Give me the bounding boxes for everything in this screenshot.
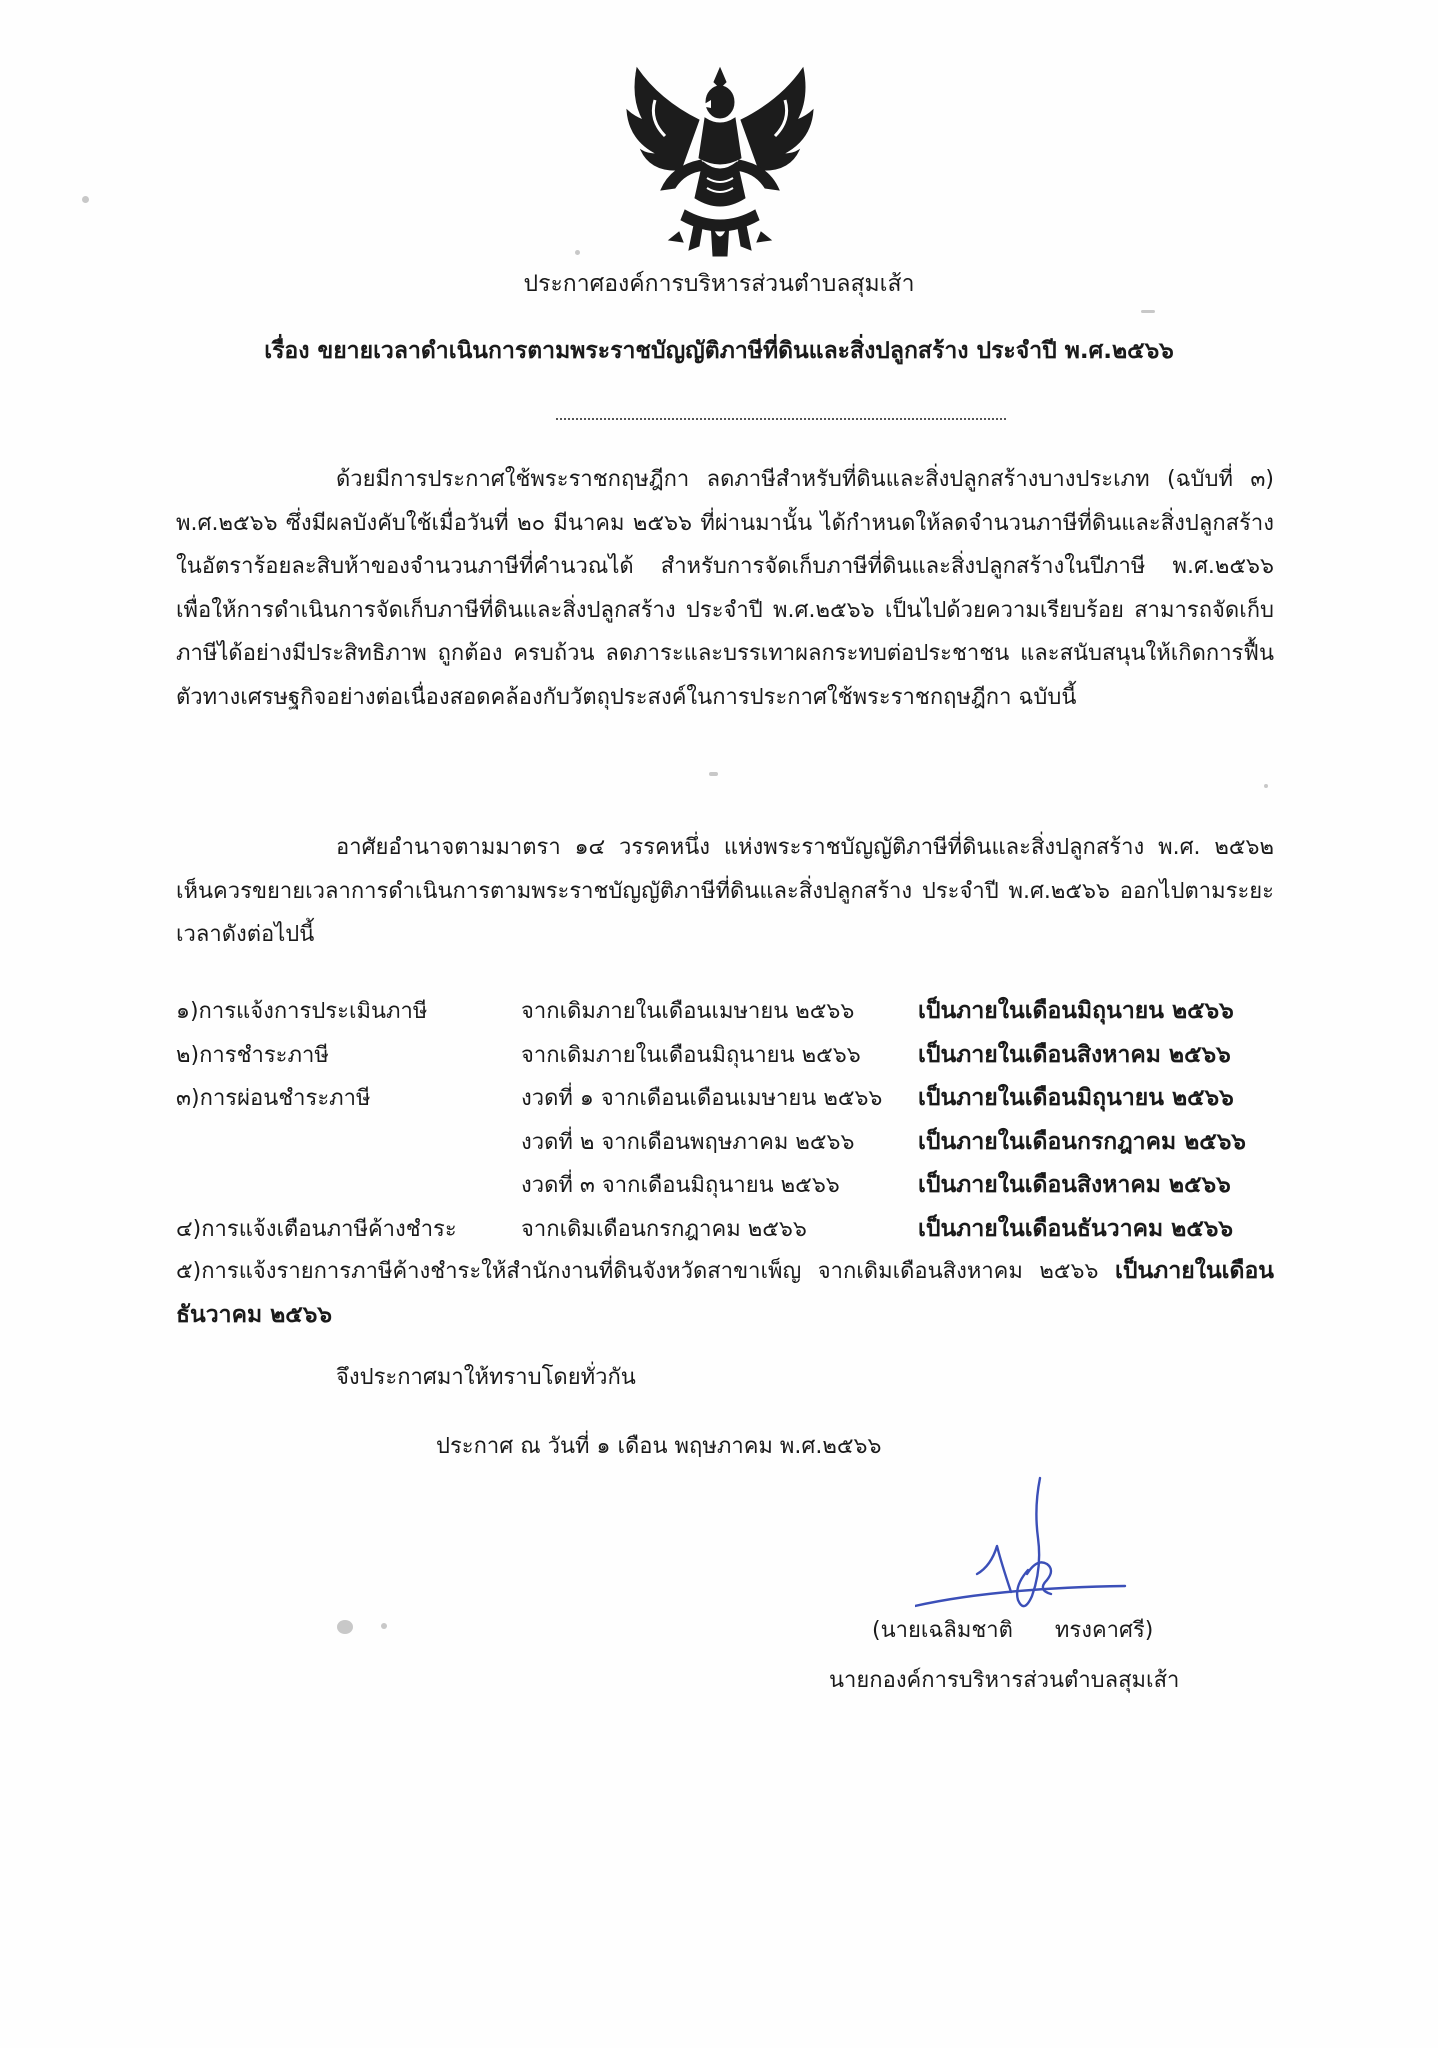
schedule-row: [176, 1034, 1276, 1078]
item-5-new-deadline: เป็นภายในเดือนธันวาคม ๒๕๖๖: [176, 1258, 1275, 1328]
schedule-item: ๑)การแจ้งการประเมินภาษี: [176, 999, 428, 1024]
garuda-emblem-icon: [615, 60, 825, 265]
schedule-item-5: [176, 1250, 1274, 1337]
schedule-row: [176, 1077, 1276, 1121]
scan-speck: [337, 1620, 353, 1634]
schedule-row: [176, 1208, 1276, 1252]
schedule-new-deadline: เป็นภายในเดือนสิงหาคม ๒๕๖๖: [918, 1041, 1231, 1068]
schedule-new-deadline: เป็นภายในเดือนธันวาคม ๒๕๖๖: [918, 1215, 1233, 1242]
announcement-date: ประกาศ ณ วันที่ ๑ เดือน พฤษภาคม พ.ศ.๒๕๖๖: [436, 1434, 882, 1459]
schedule-item: ๔)การแจ้งเตือนภาษีค้างชำระ: [176, 1216, 457, 1242]
body-paragraph-2: อาศัยอำนาจตามมาตรา ๑๔ วรรคหนึ่ง แห่งพระราชบัญญัติภาษีที่ดินและสิ่งปลูกสร้าง พ.ศ. ๒๕๖๒ เห็นควรขยายเวลาการดำเนินการตามพระราชบัญญัติภาษีที่ดินและสิ่งปลูกสร้าง ประจำปี พ.ศ.๒๕๖๖ ออกไปตามระยะเวลาดังต่อไปนี้: [176, 835, 1274, 948]
signatory-name: (นายเฉลิมชาติ ทรงคาศรี): [872, 1618, 1154, 1643]
schedule-original-deadline: งวดที่ ๒ จากเดือนพฤษภาคม ๒๕๖๖: [521, 1129, 855, 1155]
signatory-title: นายกองค์การบริหารส่วนตำบลสุมเส้า: [829, 1668, 1180, 1693]
schedule-row: [176, 1164, 1276, 1208]
schedule-new-deadline: เป็นภายในเดือนมิถุนายน ๒๕๖๖: [918, 998, 1234, 1024]
handwritten-signature: [915, 1470, 1135, 1630]
schedule-original-deadline: งวดที่ ๓ จากเดือนมิถุนายน ๒๕๖๖: [521, 1173, 840, 1198]
dotted-divider: [556, 418, 1006, 420]
scan-speck: [575, 250, 580, 255]
body-paragraph-1: ด้วยมีการประกาศใช้พระราชกฤษฎีกา ลดภาษีสำหรับที่ดินและสิ่งปลูกสร้างบางประเภท (ฉบับที่ ๓) พ.ศ.๒๕๖๖ ซึ่งมีผลบังคับใช้เมื่อวันที่ ๒๐ มีนาคม ๒๕๖๖ ที่ผ่านมานั้น ได้กำหนดให้ลดจำนวนภาษีที่ดินและสิ่งปลูกสร้างในอัตราร้อยละสิบห้าของจำนวนภาษีที่คำนวณได้ สำหรับการจัดเก็บภาษีที่ดินและสิ่งปลูกสร้างในปีภาษี พ.ศ.๒๕๖๖ เพื่อให้การดำเนินการจัดเก็บภาษีที่ดินและสิ่งปลูกสร้าง ประจำปี พ.ศ.๒๕๖๖ เป็นไปด้วยความเรียบร้อย สามารถจัดเก็บภาษีได้อย่างมีประสิทธิภาพ ถูกต้อง ครบถ้วน ลดภาระและบรรเทาผลกระทบต่อประชาชน และสนับสนุนให้เกิดการฟื้นตัวทางเศรษฐกิจอย่างต่อเนื่องสอดคล้องกับวัตถุประสงค์ในการประกาศใช้พระราชกฤษฎีกา ฉบับนี้: [176, 467, 1274, 710]
schedule-row: [176, 990, 1276, 1034]
schedule-original-deadline: จากเดิมภายในเดือนมิถุนายน ๒๕๖๖: [521, 1042, 861, 1068]
scan-speck: [1264, 784, 1268, 788]
closing-statement: จึงประกาศมาให้ทราบโดยทั่วกัน: [336, 1365, 636, 1390]
announcement-title: ประกาศองค์การบริหารส่วนตำบลสุมเส้า: [523, 271, 915, 297]
schedule-new-deadline: เป็นภายในเดือนมิถุนายน ๒๕๖๖: [918, 1085, 1234, 1111]
schedule-item: ๓)การผ่อนชำระภาษี: [176, 1086, 371, 1111]
schedule-original-deadline: จากเดิมเดือนกรกฎาคม ๒๕๖๖: [521, 1216, 807, 1242]
schedule-original-deadline: งวดที่ ๑ จากเดือนเดือนเมษายน ๒๕๖๖: [521, 1086, 883, 1111]
schedule-new-deadline: เป็นภายในเดือนสิงหาคม ๒๕๖๖: [918, 1172, 1231, 1198]
schedule-new-deadline: เป็นภายในเดือนกรกฎาคม ๒๕๖๖: [918, 1128, 1246, 1155]
scan-speck: [709, 772, 718, 776]
extension-schedule: [176, 990, 1276, 1251]
scan-speck: [1141, 310, 1155, 313]
item-5-text: ๕)การแจ้งรายการภาษีค้างชำระให้สำนักงานที่ดินจังหวัดสาขาเพ็ญ จากเดิมเดือนสิงหาคม ๒๕๖๖: [176, 1259, 1099, 1284]
announcement-subject: เรื่อง ขยายเวลาดำเนินการตามพระราชบัญญัติภาษีที่ดินและสิ่งปลูกสร้าง ประจำปี พ.ศ.๒๕๖๖: [264, 338, 1174, 364]
scan-speck: [82, 196, 89, 203]
scan-speck: [381, 1623, 387, 1629]
schedule-original-deadline: จากเดิมภายในเดือนเมษายน ๒๕๖๖: [521, 999, 855, 1024]
schedule-row: [176, 1121, 1276, 1165]
schedule-item: ๒)การชำระภาษี: [176, 1042, 329, 1068]
